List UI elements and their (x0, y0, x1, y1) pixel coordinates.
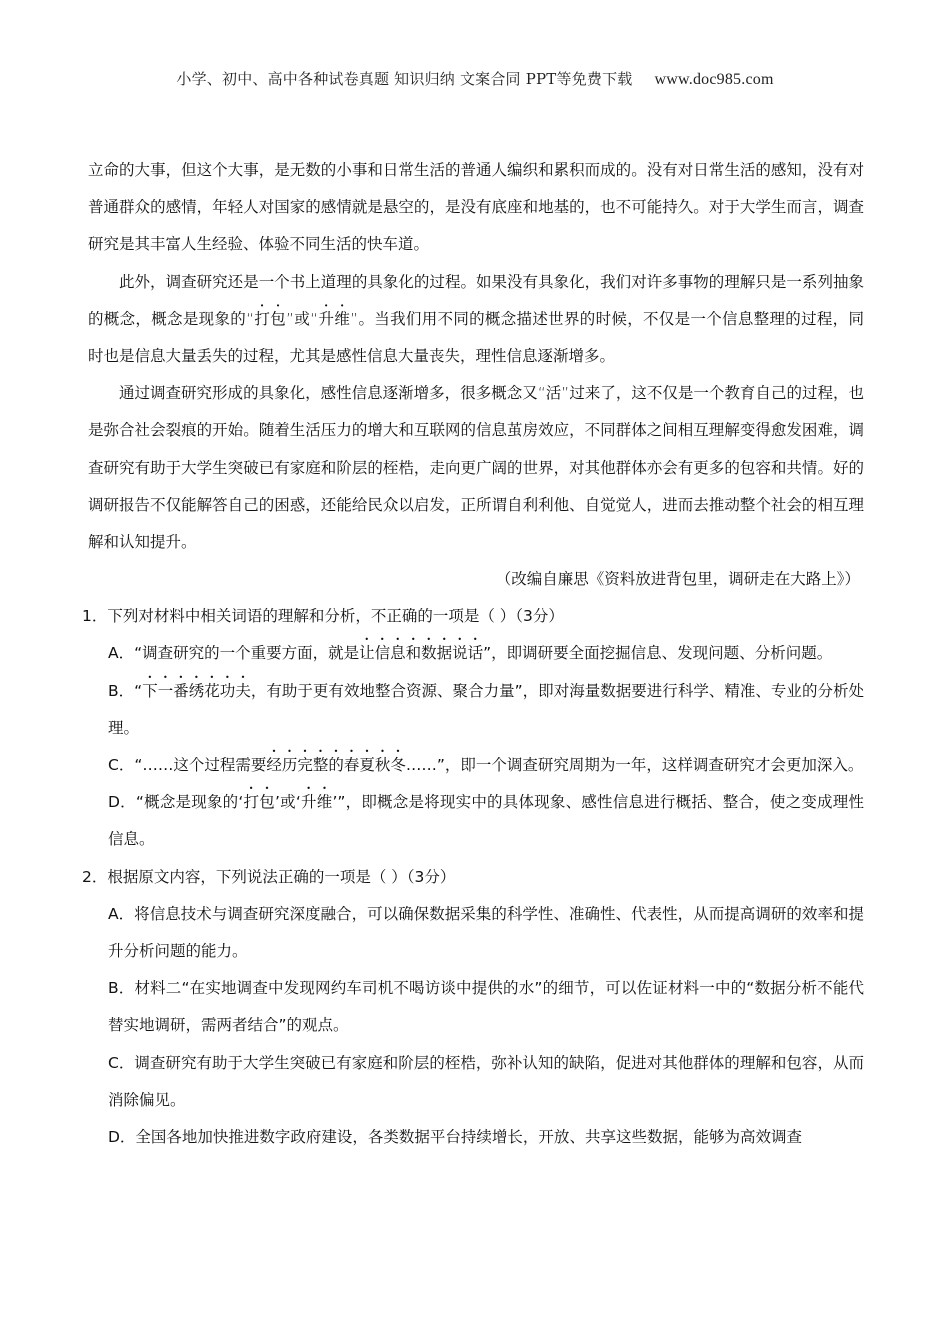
emphasis-text: 升维 (300, 793, 333, 812)
header-text: 小学、初中、高中各种试卷真题 知识归纳 文案合同 PPT等免费下载 (176, 70, 633, 88)
text-run: ……”，即一个调查研究周期为一年，这样调查研究才会更加深入。 (405, 756, 864, 775)
text-run: ’”，即概念是将现实中的具体现象、感性信息进行概括、整合，使之变成理性信息。 (108, 793, 864, 849)
text-run: 此外，调查研究还是一个书上道理的具象化的过程。如果没有具象化，我们对许多事物的理解只是一系列抽象的概念，概念是现象的“ (88, 272, 864, 328)
text-run: ”或“ (286, 309, 319, 328)
passage-paragraph-1: 立命的大事，但这个大事，是无数的小事和日常生活的普通人编织和累积而成的。没有对日常生活的感知，没有对普通群众的感情，年轻人对国家的感情就是悬空的，是没有底座和地基的，也不可能持久。对于大学生而言，调查研究是其丰富人生经验、体验不同生活的快车道。 (88, 161, 864, 254)
text-run: ”。当我们用不同的概念描述世界的时候，不仅是一个信息整理的过程，同时也是信息大量丢失的过程，尤其是感性信息大量丧失，理性信息逐渐增多。 (88, 309, 864, 366)
question-2-option-a[interactable]: A．将信息技术与调查研究深度融合，可以确保数据采集的科学性、准确性、代表性，从而提高调研的效率和提升分析问题的能力。 (108, 904, 864, 961)
text-run: D．“概念是现象的‘ (108, 793, 244, 812)
question-2-option-c[interactable]: C．调查研究有助于大学生突破已有家庭和阶层的桎梏，弥补认知的缺陷，促进对其他群体的理解和包容，从而消除偏见。 (108, 1053, 864, 1109)
emphasis-text: 打包 (243, 793, 275, 812)
question-2-option-d[interactable]: D．全国各地加快推进数字政府建设，各类数据平台持续增长，开放、共享这些数据，能够为高效调查 (108, 1128, 802, 1147)
question-1-option-d[interactable] (88, 784, 864, 858)
text-run: C．“……这个过程需要 (108, 756, 267, 775)
question-1-option-a[interactable] (88, 635, 864, 672)
question-2-option-b[interactable]: B．材料二“在实地调查中发现网约车司机不喝访谈中提供的水”的细节，可以佐证材料一中的“数据分析不能代替实地调研，需两者结合”的观点。 (108, 979, 864, 1035)
page-header (0, 68, 950, 89)
emphasis-text: 下一番绣花功夫 (142, 681, 251, 700)
text-run: B．“ (108, 681, 143, 700)
header-site-link[interactable]: www.doc985.com (654, 71, 774, 88)
emphasis-text: 打包 (254, 309, 287, 328)
passage-paragraph-3: 通过调查研究形成的具象化，感性信息逐渐增多，很多概念又“活”过来了，这不仅是一个教育自己的过程，也是弥合社会裂痕的开始。随着生活压力的增大和互联网的信息茧房效应，不同群体之间相互理解变得愈发困难，调查研究有助于大学生突破已有家庭和阶层的桎梏，走向更广阔的世界，对其他群体亦会有更多的包容和共情。好的调研报告不仅能解答自己的困惑，还能给民众以启发，正所谓自利利他、自觉觉人，进而去推动整个社会的相互理解和认知提升。 (88, 384, 864, 552)
question-1-option-c[interactable] (88, 747, 864, 784)
text-run: ”，即调研要全面挖掘信息、发现问题、分析问题。 (483, 644, 833, 663)
text-run: ，有助于更有效地整合资源、聚合力量”，即对海量数据要进行科学、精准、专业的分析处理。 (108, 681, 864, 737)
emphasis-text: 让信息和数据说话 (359, 644, 484, 663)
text-run: A．“调查研究的一个重要方面，就是 (108, 644, 360, 663)
passage-paragraph-2 (88, 264, 864, 376)
document-body (82, 152, 864, 1156)
question-1-option-b[interactable] (88, 673, 864, 747)
question-2-stem: 2．根据原文内容，下列说法正确的一项是（ ）（3分） (82, 867, 456, 886)
emphasis-text: 升维 (318, 309, 351, 328)
text-run: ’或‘ (274, 793, 301, 812)
passage-source: （改编自廉思《资料放进背包里，调研走在大路上》） (495, 570, 860, 589)
emphasis-text: 经历完整的春夏秋冬 (266, 756, 406, 775)
question-1-stem: 1．下列对材料中相关词语的理解和分析，不正确的一项是（ ）（3分） (82, 607, 564, 626)
